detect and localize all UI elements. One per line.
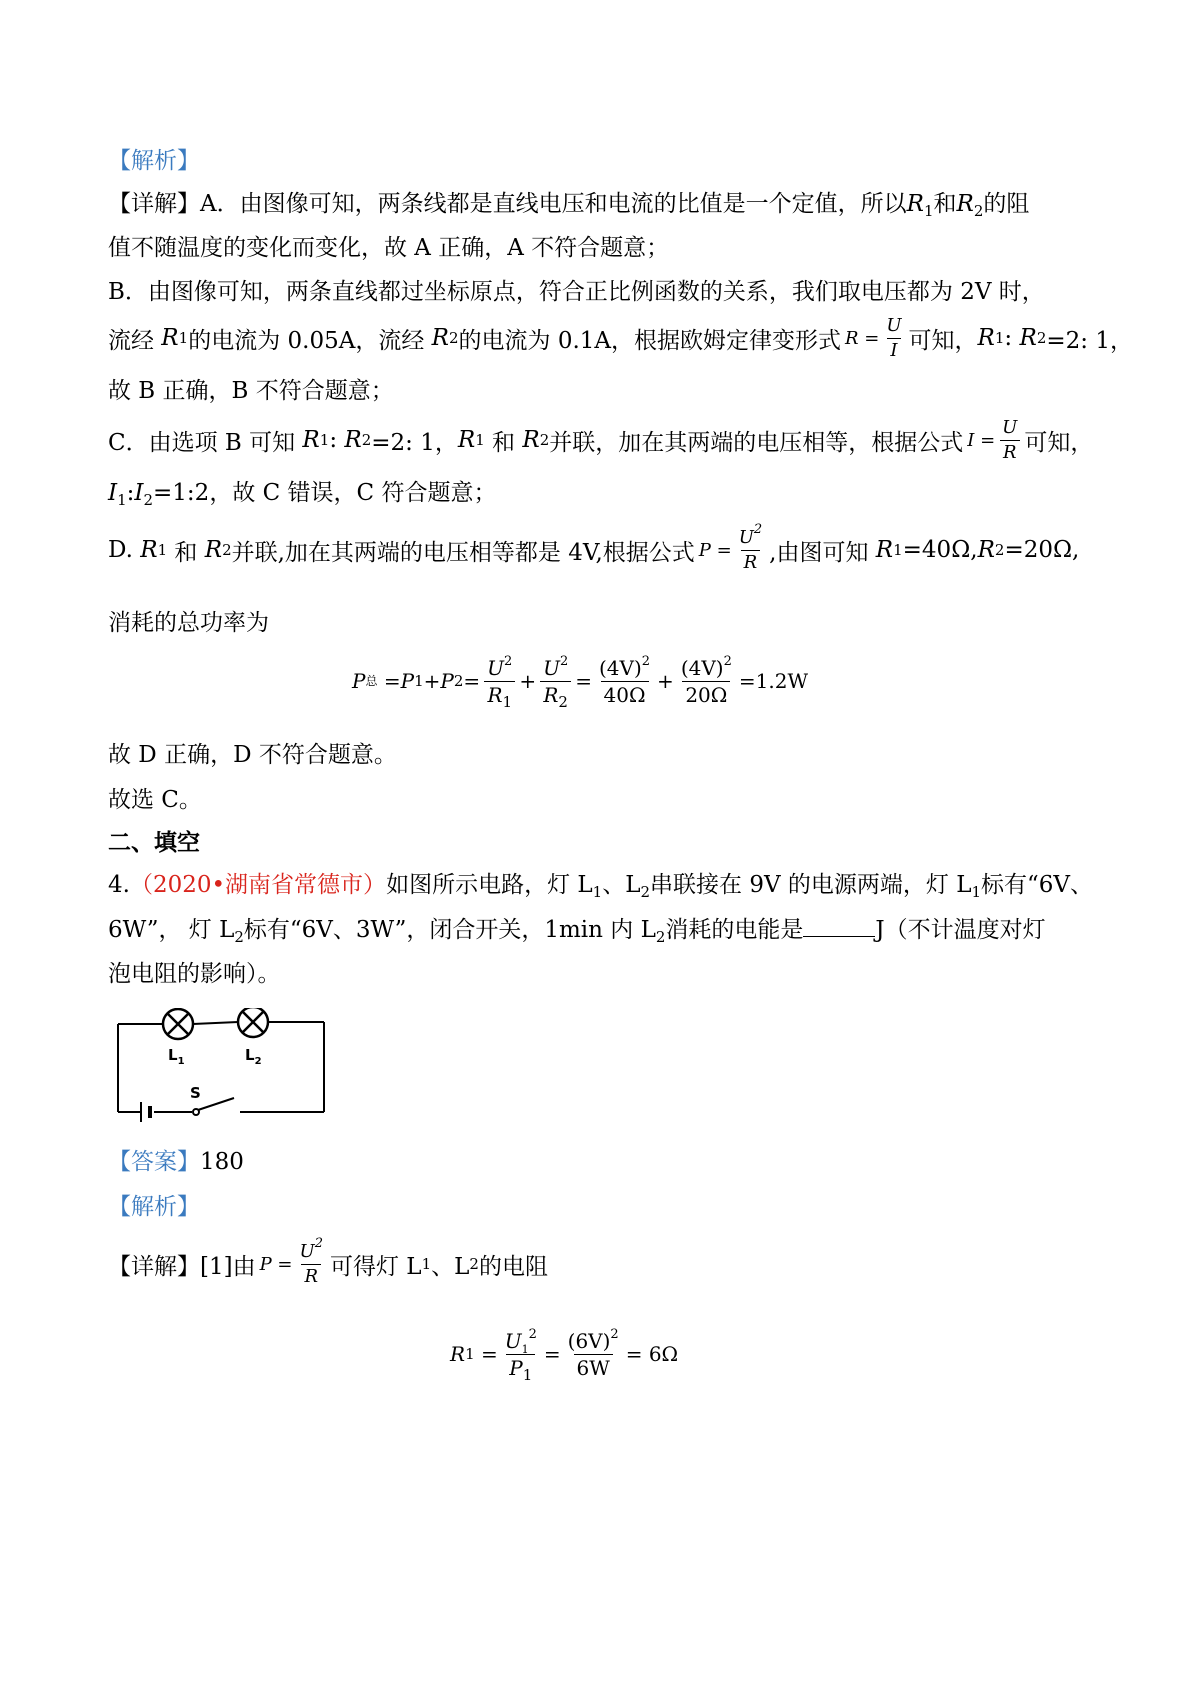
lamp-2-icon [238,1008,268,1037]
circuit-diagram [112,1008,332,1128]
answer-blank [803,916,875,937]
option-c-line2: $I_1:I_2=1:2$，故 C 错误，C 符合题意； [108,480,497,509]
section-title: 二、填空 [108,829,200,856]
resistance-equation: R 1 = $\frac{U_1^2}{P_1}$ = $\frac{(6V)^2}{6W}$ = 6Ω [450,1326,679,1384]
analysis-tag-2: 【解析】 [108,1194,200,1220]
current-formula-fraction: $\frac{U}{R}$ [999,418,1020,463]
option-d-line3: 故 D 正确，D 不符合题意。 [108,742,397,768]
option-b-line2: 流经 R 1 的电流为 0.05A，流经 R 2 的电流为 0.1A，根据欧姆定律变形式 R = $\frac{U}{I}$ 可知， R 1 : R 2 =2: 1， [108,314,1133,361]
detail-b-line1: 【详解】 [1]由 P = $\frac{U^2}{R}$ 可得灯 L 1 、L 2 的电阻 [108,1235,548,1287]
answer-line [108,1143,244,1176]
detail-tag: 【详解】 [108,191,200,217]
lamp-1-label: $L_1$ [168,1046,185,1067]
question-source: （2020•湖南省常德市） [129,872,387,898]
question-4-line2: 6W”， 灯 $L_2$标有“6V、3W”，闭合开关，1min 内 $L_2$消耗的电能是 J（不计温度对灯 [108,917,1046,946]
battery-icon [141,1102,150,1122]
power-formula-fraction-2: $\frac{U^2}{R}$ [299,1235,323,1287]
switch-label: S [190,1084,201,1102]
option-d-line2: 消耗的总功率为 [108,610,269,636]
detail-a-line1: 【详解】A．由图像可知，两条线都是直线电压和电流的比值是一个定值，所以$R_1$和$R_2$的阻 [108,191,1030,220]
total-power-equation: P 总 = P 1 + P 2 = $\frac{U^2}{R_1}$ + $\frac{U^2}{R_2}$ = $\frac{(4V)^2}{40\Omega}$ + $\frac{(4V)^2}{20\Omega}$ =1.2W [352,653,808,711]
option-b-line3: 故 B 正确，B 不符合题意； [108,378,394,404]
answer-value: 180 [200,1149,244,1175]
option-b-line1: B．由图像可知，两条直线都过坐标原点，符合正比例函数的关系，我们取电压都为 2V 时， [108,279,1045,305]
question-4-line3: 泡电阻的影响）。 [108,961,281,987]
lamp-1-icon [163,1009,193,1039]
final-choice: 故选 C。 [108,787,202,813]
ohm-formula-fraction: $\frac{U}{I}$ [886,314,902,361]
wire-top-mid [193,1022,238,1024]
option-d-line1: D. R 1 和 R 2 并联,加在其两端的电压相等都是 4V,根据公式 P = $\frac{U^2}{R}$ ,由图可知 R 1 =40Ω, R 2 =20Ω, [108,521,1080,573]
analysis-tag: 【解析】 [108,148,200,174]
option-c-line1: C．由选项 B 可知 R 1 : R 2 =2: 1， R 1 和 R 2 并联，加在其两端的电压相等，根据公式 I = $\frac{U}{R}$ 可知， [108,416,1094,463]
lamp-2-label: $L_2$ [245,1046,262,1067]
answer-tag: 【答案】 [108,1149,200,1175]
question-4-line1: 4.（2020•湖南省常德市）如图所示电路，灯 $L_1$、$L_2$串联接在 9V 的电源两端，灯 $L_1$标有“6V、 [108,872,1094,901]
power-formula-fraction: $\frac{U^2}{R}$ [738,521,763,573]
detail-a-line2: 值不随温度的变化而变化，故 A 正确，A 不符合题意； [108,235,670,261]
